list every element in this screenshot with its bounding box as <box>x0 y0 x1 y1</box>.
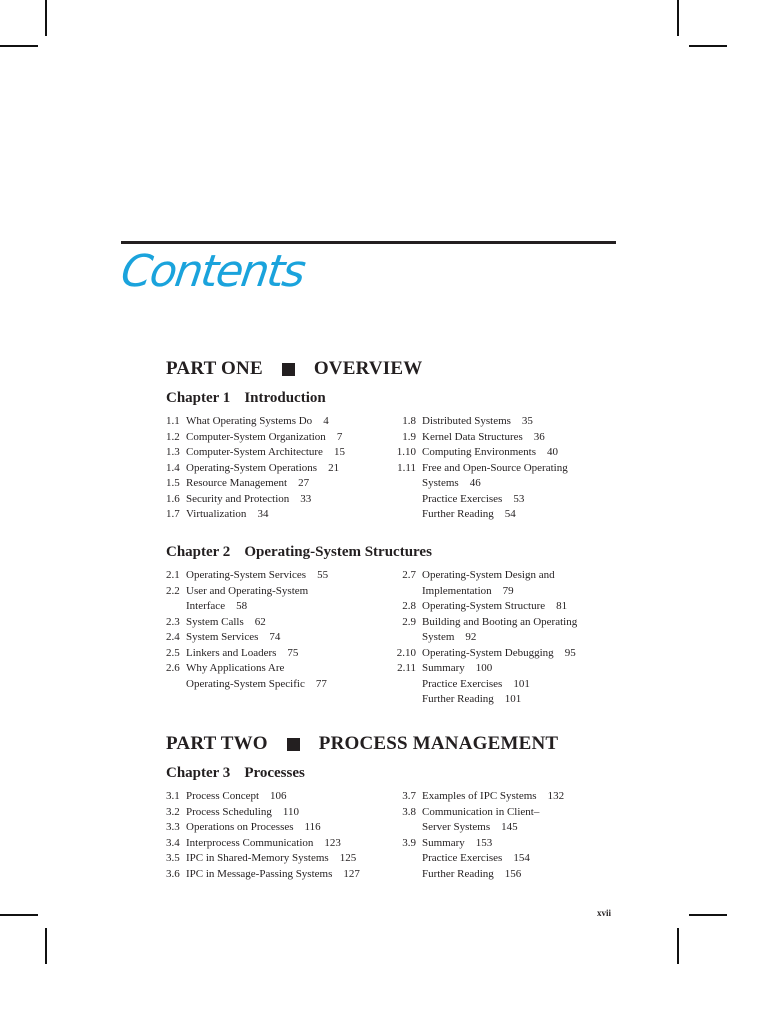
page-ref: 125 <box>339 852 357 864</box>
toc-entry[interactable] <box>166 646 386 662</box>
toc-entry[interactable] <box>166 507 386 523</box>
page-ref: 7 <box>336 430 343 443</box>
section-title: Virtualization <box>186 508 247 520</box>
page-ref: 116 <box>304 821 321 833</box>
section-title: Linkers and Loaders <box>186 646 277 659</box>
part-label: PART TWO <box>166 733 268 754</box>
section-number: 2.11 <box>397 662 416 674</box>
page-ref: 33 <box>300 492 312 505</box>
section-number: 3.4 <box>166 836 180 849</box>
section-title: Process Concept <box>186 790 260 802</box>
chapter-3-right-column <box>390 789 610 882</box>
toc-entry[interactable] <box>166 414 386 430</box>
section-number: 1.4 <box>166 461 180 474</box>
section-title: Examples of IPC Systems <box>422 790 537 802</box>
toc-entry[interactable] <box>166 677 386 693</box>
section-title: System <box>422 631 455 643</box>
section-title: System Services <box>186 631 259 643</box>
section-title: Free and Open-Source Operating <box>422 461 568 474</box>
page-ref: 127 <box>343 867 360 880</box>
section-title: Computer-System Organization <box>186 430 326 443</box>
section-title: Operating-System Structure <box>422 600 546 612</box>
section-number: 3.9 <box>402 836 416 849</box>
crop-mark <box>677 0 679 36</box>
page-ref: 40 <box>546 446 558 458</box>
title-rule <box>121 241 616 244</box>
toc-entry[interactable] <box>390 805 610 821</box>
toc-entry[interactable] <box>166 568 386 584</box>
crop-mark <box>0 45 38 47</box>
crop-mark <box>45 0 47 36</box>
toc-entry[interactable] <box>390 692 610 708</box>
toc-entry[interactable] <box>390 867 610 883</box>
toc-entry[interactable] <box>390 661 610 677</box>
page-ref: 100 <box>475 662 493 674</box>
section-title: Operating-System Services <box>186 569 307 581</box>
toc-entry[interactable] <box>390 599 610 615</box>
section-number: 1.8 <box>402 415 416 427</box>
crop-mark <box>689 914 727 916</box>
chapter-label: Chapter 3 <box>166 765 231 781</box>
chapter-heading-2 <box>166 544 432 561</box>
section-number: 1.6 <box>166 492 180 505</box>
section-number: 1.3 <box>166 446 180 458</box>
section-title: Practice Exercises <box>422 492 503 505</box>
section-number: 2.4 <box>166 631 180 643</box>
toc-entry[interactable] <box>166 851 386 867</box>
part-label: PART ONE <box>166 358 263 379</box>
square-bullet-icon <box>287 738 300 751</box>
crop-mark <box>689 45 727 47</box>
section-number: 3.5 <box>166 852 180 864</box>
toc-entry[interactable] <box>166 615 386 631</box>
chapter-1-right-column <box>390 414 610 523</box>
section-number: 1.2 <box>166 430 180 443</box>
toc-entry[interactable] <box>166 789 386 805</box>
toc-entry[interactable] <box>390 851 610 867</box>
page-number: xvii <box>597 908 612 918</box>
page-ref: 35 <box>521 415 533 427</box>
section-number: 2.10 <box>396 646 416 659</box>
page-ref: 123 <box>324 836 341 849</box>
section-number: 1.9 <box>402 430 416 443</box>
page-ref: 54 <box>504 508 516 520</box>
toc-entry[interactable] <box>166 661 386 677</box>
page-ref: 46 <box>469 477 481 489</box>
section-title: Operating-System Debugging <box>422 646 554 659</box>
chapter-heading-3 <box>166 765 305 782</box>
part-heading-one <box>166 358 422 380</box>
section-number: 2.1 <box>166 569 180 581</box>
toc-entry[interactable] <box>166 445 386 461</box>
section-title: Summary <box>422 836 465 849</box>
toc-entry[interactable] <box>166 461 386 477</box>
chapter-2-left-column <box>166 568 386 692</box>
page-ref: 53 <box>513 492 525 505</box>
page-ref: 75 <box>287 646 299 659</box>
page-ref: 153 <box>475 836 493 849</box>
page-ref: 4 <box>323 415 329 427</box>
section-title: Practice Exercises <box>422 852 503 864</box>
toc-entry[interactable] <box>390 492 610 508</box>
section-title: Implementation <box>422 584 492 597</box>
section-number: 1.5 <box>166 477 180 489</box>
toc-entry[interactable] <box>390 476 610 492</box>
toc-entry[interactable] <box>390 646 610 662</box>
toc-entry[interactable] <box>390 677 610 693</box>
chapter-title: Processes <box>244 765 305 781</box>
section-number: 3.7 <box>402 790 416 802</box>
square-bullet-icon <box>282 363 295 376</box>
section-title: Operating-System Design and <box>422 569 555 581</box>
page-ref: 95 <box>564 646 576 659</box>
section-number: 1.11 <box>397 461 416 474</box>
page-ref: 101 <box>504 693 522 705</box>
toc-entry[interactable] <box>390 461 610 477</box>
section-title: Practice Exercises <box>422 677 503 690</box>
toc-entry[interactable] <box>166 430 386 446</box>
part-name: PROCESS MANAGEMENT <box>318 733 559 754</box>
section-title: Security and Protection <box>186 492 290 505</box>
toc-entry[interactable] <box>166 867 386 883</box>
section-number: 3.3 <box>166 821 180 833</box>
page-ref: 21 <box>328 461 340 474</box>
chapter-1-left-column <box>166 414 386 523</box>
section-title: What Operating Systems Do <box>186 415 313 427</box>
toc-entry[interactable] <box>166 584 386 600</box>
section-title: Distributed Systems <box>422 415 511 427</box>
section-title: Building and Booting an Operating <box>422 615 578 628</box>
section-title: Interface <box>186 600 226 612</box>
part-heading-two <box>166 733 558 755</box>
chapter-title: Operating-System Structures <box>244 544 432 560</box>
page-title: Contents <box>118 246 308 297</box>
section-title: Operating-System Specific <box>186 677 305 690</box>
section-number: 3.2 <box>166 805 180 818</box>
chapter-title: Introduction <box>244 390 326 406</box>
page-ref: 34 <box>257 508 269 520</box>
toc-entry[interactable] <box>390 615 610 631</box>
page-ref: 132 <box>547 790 565 802</box>
page-ref: 106 <box>270 790 287 802</box>
chapter-label: Chapter 2 <box>166 544 231 560</box>
section-number: 1.7 <box>166 508 180 520</box>
toc-entry[interactable] <box>390 414 610 430</box>
page-ref: 156 <box>504 867 522 880</box>
toc-entry[interactable] <box>390 630 610 646</box>
section-number: 2.6 <box>166 662 180 674</box>
toc-entry[interactable] <box>166 476 386 492</box>
toc-entry[interactable] <box>390 836 610 852</box>
section-number: 3.1 <box>166 790 180 802</box>
section-title: Computer-System Architecture <box>186 446 323 458</box>
section-title: IPC in Message-Passing Systems <box>186 867 333 880</box>
section-title: Systems <box>422 477 459 489</box>
page-ref: 92 <box>465 631 477 643</box>
page-ref: 110 <box>282 805 299 818</box>
chapter-heading-1 <box>166 390 326 407</box>
section-number: 3.6 <box>166 867 180 880</box>
page-ref: 62 <box>254 615 266 628</box>
section-title: Operating-System Operations <box>186 461 318 474</box>
page-ref: 79 <box>502 584 514 597</box>
section-title: Server Systems <box>422 821 491 833</box>
section-number: 2.5 <box>166 646 180 659</box>
chapter-3-left-column <box>166 789 386 882</box>
page-ref: 36 <box>533 430 545 443</box>
chapter-2-right-column <box>390 568 610 708</box>
toc-entry[interactable] <box>390 820 610 836</box>
section-number: 2.3 <box>166 615 180 628</box>
toc-entry[interactable] <box>166 836 386 852</box>
section-title: User and Operating-System <box>186 584 309 597</box>
page-ref: 81 <box>556 600 568 612</box>
toc-entry[interactable] <box>390 584 610 600</box>
page-ref: 74 <box>269 631 281 643</box>
section-title: Summary <box>422 662 465 674</box>
section-number: 2.7 <box>402 569 416 581</box>
toc-entry[interactable] <box>390 568 610 584</box>
page-ref: 145 <box>501 821 518 833</box>
section-title: Communication in Client– <box>422 805 540 818</box>
part-name: OVERVIEW <box>313 358 423 379</box>
section-title: Further Reading <box>422 867 494 880</box>
section-title: Resource Management <box>186 477 288 489</box>
section-title: Further Reading <box>422 508 494 520</box>
page-ref: 154 <box>513 852 530 864</box>
section-number: 2.2 <box>166 584 180 597</box>
crop-mark <box>677 928 679 964</box>
section-number: 3.8 <box>402 805 416 818</box>
page-ref: 15 <box>333 446 345 458</box>
toc-entry[interactable] <box>390 445 610 461</box>
page-ref: 55 <box>317 569 329 581</box>
section-title: Kernel Data Structures <box>422 430 523 443</box>
section-title: Why Applications Are <box>186 662 285 674</box>
toc-entry[interactable] <box>166 805 386 821</box>
page-ref: 27 <box>298 477 310 489</box>
toc-entry[interactable] <box>166 820 386 836</box>
section-title: IPC in Shared-Memory Systems <box>186 852 329 864</box>
page-ref: 101 <box>513 677 530 690</box>
toc-entry[interactable] <box>390 430 610 446</box>
crop-mark <box>45 928 47 964</box>
section-number: 1.1 <box>166 415 180 427</box>
section-number: 2.8 <box>402 600 416 612</box>
toc-entry[interactable] <box>166 630 386 646</box>
toc-entry[interactable] <box>166 492 386 508</box>
toc-entry[interactable] <box>166 599 386 615</box>
toc-entry[interactable] <box>390 507 610 523</box>
section-title: Interprocess Communication <box>186 836 314 849</box>
section-title: Computing Environments <box>422 446 536 458</box>
section-number: 1.10 <box>396 446 416 458</box>
section-number: 2.9 <box>402 615 416 628</box>
crop-mark <box>0 914 38 916</box>
section-title: Operations on Processes <box>186 821 294 833</box>
toc-entry[interactable] <box>390 789 610 805</box>
chapter-label: Chapter 1 <box>166 390 231 406</box>
section-title: Further Reading <box>422 693 494 705</box>
page-ref: 77 <box>315 677 327 690</box>
section-title: Process Scheduling <box>186 805 272 818</box>
section-title: System Calls <box>186 615 244 628</box>
page-ref: 58 <box>236 600 248 612</box>
